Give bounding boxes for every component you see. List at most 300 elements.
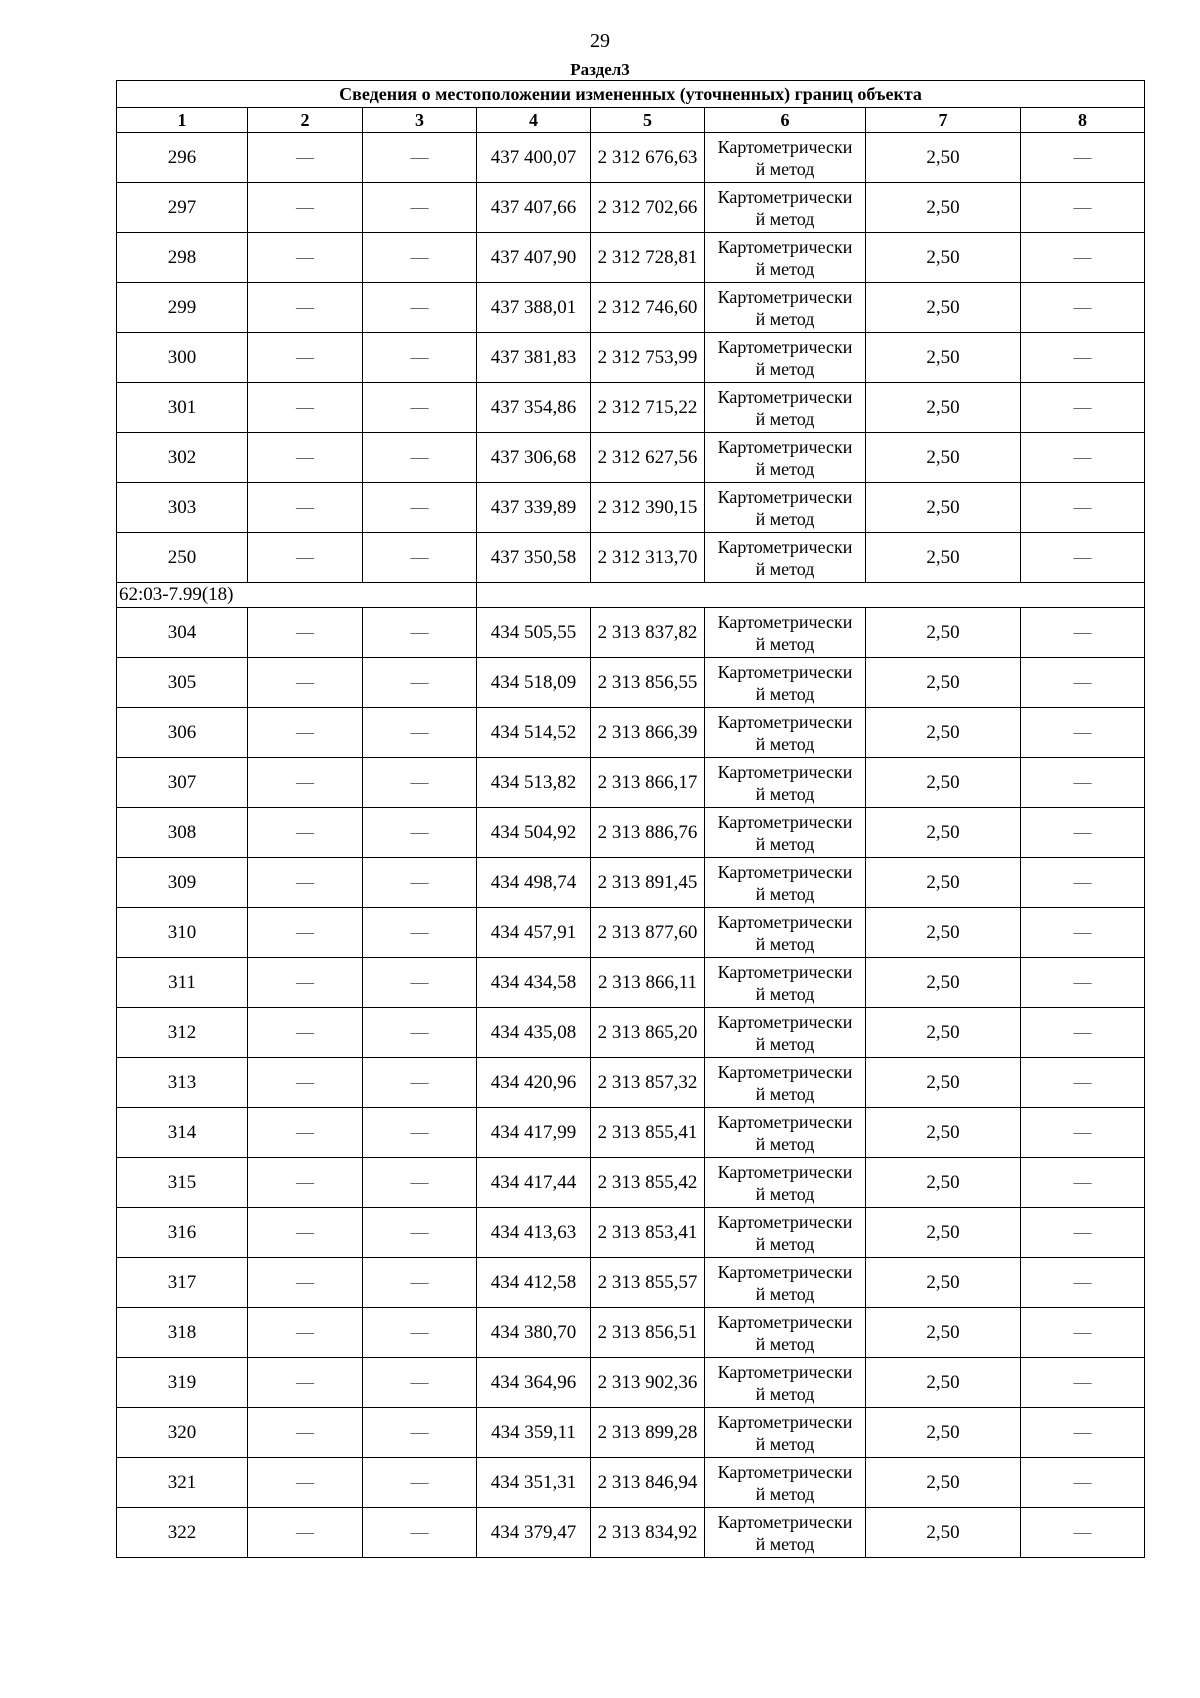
precision-value: 2,50 xyxy=(866,1008,1021,1058)
empty-cell-col3: — xyxy=(363,658,477,708)
precision-value: 2,50 xyxy=(866,708,1021,758)
coordinate-x: 434 434,58 xyxy=(477,958,591,1008)
empty-cell-col3: — xyxy=(363,858,477,908)
determination-method xyxy=(705,1058,866,1108)
method-line-1: Картометрически xyxy=(717,536,853,557)
empty-cell-col8: — xyxy=(1021,283,1145,333)
method-line-1: Картометрически xyxy=(717,711,853,732)
group-row-spacer xyxy=(477,583,1145,608)
page-number: 29 xyxy=(590,30,610,52)
method-line-2: й метод xyxy=(755,633,815,654)
coordinate-y: 2 313 866,17 xyxy=(591,758,705,808)
determination-method xyxy=(705,433,866,483)
empty-cell-col2: — xyxy=(248,1108,363,1158)
method-line-1: Картометрически xyxy=(717,661,853,682)
empty-cell-col8: — xyxy=(1021,433,1145,483)
empty-cell-col8: — xyxy=(1021,1058,1145,1108)
empty-cell-col2: — xyxy=(248,1358,363,1408)
empty-cell-col2: — xyxy=(248,233,363,283)
empty-cell-col2: — xyxy=(248,483,363,533)
determination-method xyxy=(705,1208,866,1258)
point-number: 312 xyxy=(117,1008,248,1058)
method-line-1: Картометрически xyxy=(717,186,853,207)
empty-cell-col2: — xyxy=(248,1258,363,1308)
empty-cell-col3: — xyxy=(363,1508,477,1558)
coordinate-x: 437 306,68 xyxy=(477,433,591,483)
method-line-1: Картометрически xyxy=(717,1511,853,1532)
empty-cell-col8: — xyxy=(1021,858,1145,908)
column-header-4: 4 xyxy=(477,108,591,133)
method-line-1: Картометрически xyxy=(717,811,853,832)
method-line-2: й метод xyxy=(755,1433,815,1454)
method-line-2: й метод xyxy=(755,458,815,479)
precision-value: 2,50 xyxy=(866,483,1021,533)
precision-value: 2,50 xyxy=(866,908,1021,958)
determination-method xyxy=(705,333,866,383)
method-line-1: Картометрически xyxy=(717,1261,853,1282)
group-row xyxy=(117,583,1145,608)
point-number: 300 xyxy=(117,333,248,383)
column-header-2: 2 xyxy=(248,108,363,133)
coordinate-y: 2 313 837,82 xyxy=(591,608,705,658)
method-line-1: Картометрически xyxy=(717,1311,853,1332)
empty-cell-col3: — xyxy=(363,333,477,383)
precision-value: 2,50 xyxy=(866,183,1021,233)
coordinate-y: 2 313 857,32 xyxy=(591,1058,705,1108)
empty-cell-col3: — xyxy=(363,133,477,183)
point-number: 316 xyxy=(117,1208,248,1258)
empty-cell-col2: — xyxy=(248,1158,363,1208)
coordinate-x: 434 505,55 xyxy=(477,608,591,658)
point-number: 309 xyxy=(117,858,248,908)
method-line-2: й метод xyxy=(755,1333,815,1354)
group-label: 62:03-7.99(18) xyxy=(117,583,477,608)
method-line-2: й метод xyxy=(755,1133,815,1154)
empty-cell-col3: — xyxy=(363,1408,477,1458)
method-line-1: Картометрически xyxy=(717,911,853,932)
determination-method xyxy=(705,1358,866,1408)
empty-cell-col8: — xyxy=(1021,1158,1145,1208)
coordinate-x: 434 513,82 xyxy=(477,758,591,808)
method-line-2: й метод xyxy=(755,1533,815,1554)
precision-value: 2,50 xyxy=(866,1208,1021,1258)
precision-value: 2,50 xyxy=(866,1108,1021,1158)
coordinate-y: 2 313 866,11 xyxy=(591,958,705,1008)
coordinate-y: 2 313 856,55 xyxy=(591,658,705,708)
precision-value: 2,50 xyxy=(866,1358,1021,1408)
empty-cell-col8: — xyxy=(1021,1358,1145,1408)
coordinate-y: 2 312 728,81 xyxy=(591,233,705,283)
precision-value: 2,50 xyxy=(866,1408,1021,1458)
empty-cell-col2: — xyxy=(248,133,363,183)
empty-cell-col2: — xyxy=(248,183,363,233)
point-number: 296 xyxy=(117,133,248,183)
coordinate-x: 434 417,99 xyxy=(477,1108,591,1158)
empty-cell-col8: — xyxy=(1021,1508,1145,1558)
empty-cell-col2: — xyxy=(248,708,363,758)
empty-cell-col3: — xyxy=(363,758,477,808)
empty-cell-col3: — xyxy=(363,1358,477,1408)
point-number: 313 xyxy=(117,1058,248,1108)
method-line-1: Картометрически xyxy=(717,386,853,407)
empty-cell-col8: — xyxy=(1021,958,1145,1008)
empty-cell-col2: — xyxy=(248,1408,363,1458)
determination-method xyxy=(705,233,866,283)
empty-cell-col8: — xyxy=(1021,533,1145,583)
point-number: 310 xyxy=(117,908,248,958)
table-row xyxy=(117,1308,1145,1358)
empty-cell-col2: — xyxy=(248,1008,363,1058)
coordinate-y: 2 313 865,20 xyxy=(591,1008,705,1058)
coordinate-x: 434 504,92 xyxy=(477,808,591,858)
precision-value: 2,50 xyxy=(866,758,1021,808)
coordinate-y: 2 312 702,66 xyxy=(591,183,705,233)
coordinate-x: 434 457,91 xyxy=(477,908,591,958)
coordinate-y: 2 313 891,45 xyxy=(591,858,705,908)
method-line-1: Картометрически xyxy=(717,1011,853,1032)
empty-cell-col8: — xyxy=(1021,1008,1145,1058)
method-line-2: й метод xyxy=(755,933,815,954)
point-number: 298 xyxy=(117,233,248,283)
coordinate-x: 434 359,11 xyxy=(477,1408,591,1458)
coordinate-x: 434 413,63 xyxy=(477,1208,591,1258)
determination-method xyxy=(705,533,866,583)
empty-cell-col2: — xyxy=(248,1458,363,1508)
empty-cell-col8: — xyxy=(1021,1208,1145,1258)
precision-value: 2,50 xyxy=(866,1058,1021,1108)
coordinate-y: 2 312 746,60 xyxy=(591,283,705,333)
coordinate-y: 2 313 877,60 xyxy=(591,908,705,958)
coordinate-y: 2 313 899,28 xyxy=(591,1408,705,1458)
coordinate-x: 437 407,66 xyxy=(477,183,591,233)
determination-method xyxy=(705,183,866,233)
empty-cell-col3: — xyxy=(363,708,477,758)
precision-value: 2,50 xyxy=(866,1258,1021,1308)
method-line-2: й метод xyxy=(755,208,815,229)
coordinate-x: 434 420,96 xyxy=(477,1058,591,1108)
point-number: 306 xyxy=(117,708,248,758)
method-line-2: й метод xyxy=(755,833,815,854)
empty-cell-col3: — xyxy=(363,483,477,533)
empty-cell-col8: — xyxy=(1021,808,1145,858)
empty-cell-col3: — xyxy=(363,433,477,483)
coordinate-y: 2 313 834,92 xyxy=(591,1508,705,1558)
method-line-2: й метод xyxy=(755,733,815,754)
column-header-5: 5 xyxy=(591,108,705,133)
empty-cell-col8: — xyxy=(1021,1408,1145,1458)
coordinate-y: 2 313 855,57 xyxy=(591,1258,705,1308)
empty-cell-col2: — xyxy=(248,383,363,433)
determination-method xyxy=(705,708,866,758)
empty-cell-col8: — xyxy=(1021,383,1145,433)
coordinate-y: 2 313 886,76 xyxy=(591,808,705,858)
coordinate-x: 437 350,58 xyxy=(477,533,591,583)
empty-cell-col8: — xyxy=(1021,1458,1145,1508)
empty-cell-col3: — xyxy=(363,1108,477,1158)
coordinate-y: 2 312 390,15 xyxy=(591,483,705,533)
determination-method xyxy=(705,608,866,658)
empty-cell-col2: — xyxy=(248,958,363,1008)
empty-cell-col3: — xyxy=(363,1258,477,1308)
coordinate-x: 434 364,96 xyxy=(477,1358,591,1408)
precision-value: 2,50 xyxy=(866,433,1021,483)
determination-method xyxy=(705,1008,866,1058)
coordinate-y: 2 313 855,41 xyxy=(591,1108,705,1158)
empty-cell-col2: — xyxy=(248,808,363,858)
table-row xyxy=(117,1008,1145,1058)
empty-cell-col2: — xyxy=(248,858,363,908)
empty-cell-col3: — xyxy=(363,908,477,958)
precision-value: 2,50 xyxy=(866,858,1021,908)
determination-method xyxy=(705,1108,866,1158)
method-line-1: Картометрически xyxy=(717,1111,853,1132)
determination-method xyxy=(705,1508,866,1558)
empty-cell-col3: — xyxy=(363,808,477,858)
table-row xyxy=(117,1258,1145,1308)
table-row xyxy=(117,1108,1145,1158)
empty-cell-col3: — xyxy=(363,183,477,233)
coordinate-x: 434 379,47 xyxy=(477,1508,591,1558)
table-row xyxy=(117,1408,1145,1458)
coordinate-x: 437 388,01 xyxy=(477,283,591,333)
table-row xyxy=(117,658,1145,708)
coordinate-x: 437 354,86 xyxy=(477,383,591,433)
coordinate-y: 2 312 627,56 xyxy=(591,433,705,483)
method-line-1: Картометрически xyxy=(717,486,853,507)
method-line-2: й метод xyxy=(755,308,815,329)
determination-method xyxy=(705,958,866,1008)
method-line-2: й метод xyxy=(755,1483,815,1504)
column-header-8: 8 xyxy=(1021,108,1145,133)
precision-value: 2,50 xyxy=(866,1458,1021,1508)
point-number: 307 xyxy=(117,758,248,808)
coordinate-y: 2 312 313,70 xyxy=(591,533,705,583)
point-number: 318 xyxy=(117,1308,248,1358)
empty-cell-col3: — xyxy=(363,1458,477,1508)
empty-cell-col2: — xyxy=(248,658,363,708)
empty-cell-col3: — xyxy=(363,233,477,283)
empty-cell-col8: — xyxy=(1021,483,1145,533)
table-row xyxy=(117,1508,1145,1558)
coordinate-x: 437 407,90 xyxy=(477,233,591,283)
determination-method xyxy=(705,1258,866,1308)
method-line-1: Картометрически xyxy=(717,1161,853,1182)
empty-cell-col8: — xyxy=(1021,608,1145,658)
method-line-2: й метод xyxy=(755,883,815,904)
table-row xyxy=(117,1208,1145,1258)
table-row xyxy=(117,233,1145,283)
coordinate-y: 2 313 853,41 xyxy=(591,1208,705,1258)
method-line-1: Картометрически xyxy=(717,1411,853,1432)
precision-value: 2,50 xyxy=(866,1508,1021,1558)
method-line-1: Картометрически xyxy=(717,136,853,157)
determination-method xyxy=(705,1408,866,1458)
point-number: 305 xyxy=(117,658,248,708)
method-line-2: й метод xyxy=(755,258,815,279)
empty-cell-col3: — xyxy=(363,1308,477,1358)
point-number: 311 xyxy=(117,958,248,1008)
column-header-7: 7 xyxy=(866,108,1021,133)
table-body xyxy=(117,133,1145,1558)
coordinate-y: 2 313 856,51 xyxy=(591,1308,705,1358)
method-line-2: й метод xyxy=(755,1233,815,1254)
determination-method xyxy=(705,133,866,183)
method-line-2: й метод xyxy=(755,158,815,179)
coordinate-y: 2 312 753,99 xyxy=(591,333,705,383)
method-line-1: Картометрически xyxy=(717,611,853,632)
empty-cell-col2: — xyxy=(248,533,363,583)
point-number: 315 xyxy=(117,1158,248,1208)
coordinate-y: 2 313 855,42 xyxy=(591,1158,705,1208)
determination-method xyxy=(705,658,866,708)
point-number: 299 xyxy=(117,283,248,333)
empty-cell-col2: — xyxy=(248,1508,363,1558)
method-line-2: й метод xyxy=(755,1183,815,1204)
method-line-2: й метод xyxy=(755,358,815,379)
empty-cell-col3: — xyxy=(363,283,477,333)
empty-cell-col8: — xyxy=(1021,1108,1145,1158)
empty-cell-col2: — xyxy=(248,283,363,333)
empty-cell-col8: — xyxy=(1021,233,1145,283)
method-line-2: й метод xyxy=(755,783,815,804)
precision-value: 2,50 xyxy=(866,1308,1021,1358)
point-number: 322 xyxy=(117,1508,248,1558)
empty-cell-col2: — xyxy=(248,1308,363,1358)
empty-cell-col3: — xyxy=(363,1208,477,1258)
empty-cell-col2: — xyxy=(248,1208,363,1258)
coordinate-y: 2 313 902,36 xyxy=(591,1358,705,1408)
table-row xyxy=(117,383,1145,433)
table-row xyxy=(117,483,1145,533)
precision-value: 2,50 xyxy=(866,233,1021,283)
empty-cell-col8: — xyxy=(1021,758,1145,808)
method-line-2: й метод xyxy=(755,1083,815,1104)
empty-cell-col2: — xyxy=(248,1058,363,1108)
point-number: 314 xyxy=(117,1108,248,1158)
precision-value: 2,50 xyxy=(866,283,1021,333)
precision-value: 2,50 xyxy=(866,608,1021,658)
method-line-1: Картометрически xyxy=(717,761,853,782)
point-number: 297 xyxy=(117,183,248,233)
precision-value: 2,50 xyxy=(866,333,1021,383)
precision-value: 2,50 xyxy=(866,958,1021,1008)
empty-cell-col3: — xyxy=(363,1058,477,1108)
precision-value: 2,50 xyxy=(866,133,1021,183)
coordinate-x: 434 435,08 xyxy=(477,1008,591,1058)
empty-cell-col3: — xyxy=(363,1008,477,1058)
point-number: 304 xyxy=(117,608,248,658)
method-line-2: й метод xyxy=(755,1383,815,1404)
method-line-2: й метод xyxy=(755,1033,815,1054)
determination-method xyxy=(705,1158,866,1208)
coordinate-y: 2 312 676,63 xyxy=(591,133,705,183)
method-line-1: Картометрически xyxy=(717,286,853,307)
table-caption: Сведения о местоположении измененных (уточненных) границ объекта xyxy=(117,81,1145,108)
determination-method xyxy=(705,283,866,333)
table-row xyxy=(117,858,1145,908)
boundary-coordinates-table xyxy=(116,80,1145,1558)
precision-value: 2,50 xyxy=(866,533,1021,583)
section-label: Раздел3 xyxy=(570,60,630,79)
point-number: 319 xyxy=(117,1358,248,1408)
coordinate-x: 434 518,09 xyxy=(477,658,591,708)
empty-cell-col8: — xyxy=(1021,333,1145,383)
coordinate-x: 434 417,44 xyxy=(477,1158,591,1208)
method-line-1: Картометрически xyxy=(717,1211,853,1232)
table-row xyxy=(117,333,1145,383)
table-row xyxy=(117,1458,1145,1508)
method-line-2: й метод xyxy=(755,983,815,1004)
method-line-1: Картометрически xyxy=(717,1061,853,1082)
table-row xyxy=(117,758,1145,808)
empty-cell-col3: — xyxy=(363,608,477,658)
coordinate-x: 437 400,07 xyxy=(477,133,591,183)
empty-cell-col2: — xyxy=(248,333,363,383)
empty-cell-col2: — xyxy=(248,908,363,958)
table-row xyxy=(117,708,1145,758)
method-line-1: Картометрически xyxy=(717,1461,853,1482)
column-header-row xyxy=(117,108,1145,133)
coordinate-x: 434 498,74 xyxy=(477,858,591,908)
coordinate-x: 437 381,83 xyxy=(477,333,591,383)
column-header-1: 1 xyxy=(117,108,248,133)
point-number: 303 xyxy=(117,483,248,533)
table-row xyxy=(117,183,1145,233)
coordinate-x: 434 380,70 xyxy=(477,1308,591,1358)
empty-cell-col8: — xyxy=(1021,183,1145,233)
coordinate-x: 434 514,52 xyxy=(477,708,591,758)
determination-method xyxy=(705,483,866,533)
coordinate-y: 2 312 715,22 xyxy=(591,383,705,433)
precision-value: 2,50 xyxy=(866,808,1021,858)
precision-value: 2,50 xyxy=(866,658,1021,708)
empty-cell-col2: — xyxy=(248,608,363,658)
method-line-2: й метод xyxy=(755,508,815,529)
table-row xyxy=(117,533,1145,583)
column-header-3: 3 xyxy=(363,108,477,133)
table-row xyxy=(117,283,1145,333)
method-line-2: й метод xyxy=(755,1283,815,1304)
empty-cell-col8: — xyxy=(1021,908,1145,958)
table-row xyxy=(117,1158,1145,1208)
method-line-1: Картометрически xyxy=(717,436,853,457)
point-number: 301 xyxy=(117,383,248,433)
determination-method xyxy=(705,908,866,958)
method-line-2: й метод xyxy=(755,683,815,704)
empty-cell-col3: — xyxy=(363,1158,477,1208)
table-row xyxy=(117,1358,1145,1408)
method-line-2: й метод xyxy=(755,408,815,429)
table-row xyxy=(117,433,1145,483)
determination-method xyxy=(705,1458,866,1508)
method-line-1: Картометрически xyxy=(717,336,853,357)
coordinate-y: 2 313 866,39 xyxy=(591,708,705,758)
coordinate-y: 2 313 846,94 xyxy=(591,1458,705,1508)
point-number: 317 xyxy=(117,1258,248,1308)
method-line-1: Картометрически xyxy=(717,961,853,982)
column-header-6: 6 xyxy=(705,108,866,133)
empty-cell-col8: — xyxy=(1021,1308,1145,1358)
determination-method xyxy=(705,808,866,858)
point-number: 302 xyxy=(117,433,248,483)
method-line-1: Картометрически xyxy=(717,861,853,882)
empty-cell-col8: — xyxy=(1021,708,1145,758)
precision-value: 2,50 xyxy=(866,1158,1021,1208)
method-line-2: й метод xyxy=(755,558,815,579)
determination-method xyxy=(705,383,866,433)
empty-cell-col8: — xyxy=(1021,658,1145,708)
point-number: 308 xyxy=(117,808,248,858)
